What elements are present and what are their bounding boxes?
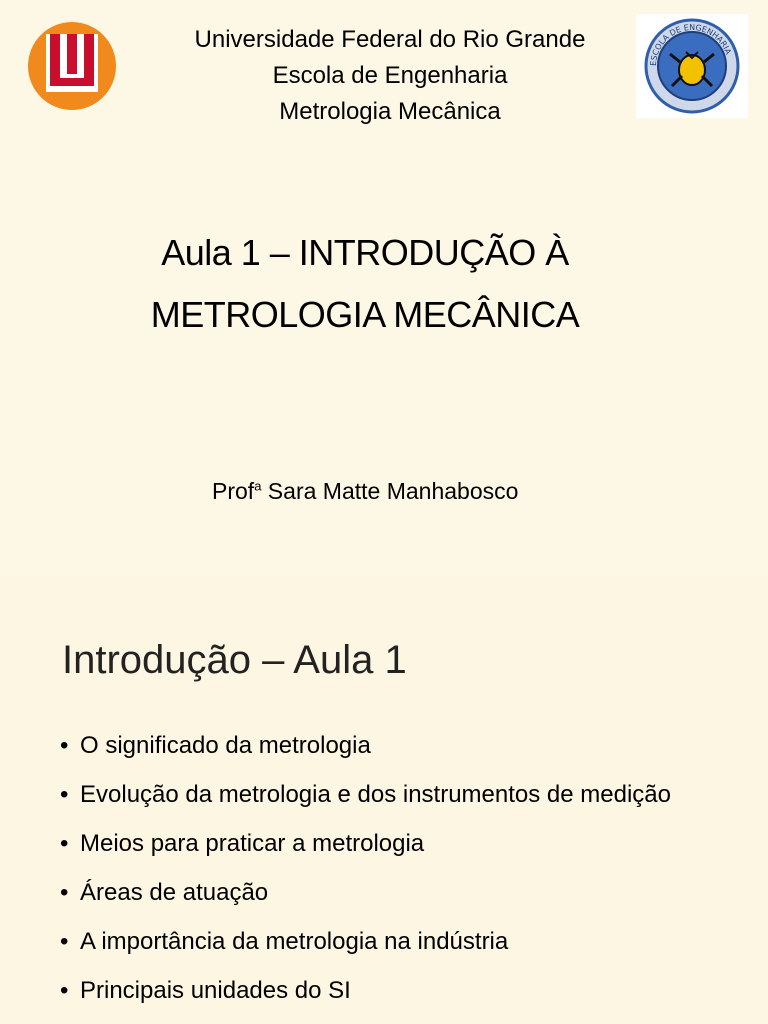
bullet-list: [60, 730, 720, 1024]
bullet-item: • Principais unidades do SI: [60, 975, 720, 1006]
author-superscript: a: [254, 478, 262, 494]
university-logo-icon: [20, 14, 124, 118]
bullet-item: • Evolução da metrologia e dos instrumentos de medição: [60, 779, 720, 810]
bullet-item: • A importância da metrologia na indústria: [60, 926, 720, 957]
engineering-school-logo-icon: [636, 14, 748, 118]
author-name: [212, 478, 518, 505]
slide-title-line-1: Aula 1 – INTRODUÇÃO À: [161, 232, 569, 273]
intro-slide-title: Introdução – Aula 1: [62, 638, 407, 682]
bullet-item: • O significado da metrologia: [60, 730, 720, 761]
bullet-item: • Áreas de atuação: [60, 877, 720, 908]
author-full-name: Sara Matte Manhabosco: [261, 478, 519, 504]
university-name: Universidade Federal do Rio Grande: [194, 26, 586, 53]
author-prefix: Prof: [212, 478, 255, 504]
slide-title-line-2: METROLOGIA MECÂNICA: [150, 294, 580, 335]
header-block: [140, 22, 640, 130]
course-name: Metrologia Mecânica: [279, 98, 501, 125]
school-name: Escola de Engenharia: [272, 62, 508, 89]
slide-title: [80, 222, 650, 346]
logo-ring-text: ESCOLA DE ENGENHARIA: [648, 22, 733, 67]
bullet-item: • Meios para praticar a metrologia: [60, 828, 720, 859]
